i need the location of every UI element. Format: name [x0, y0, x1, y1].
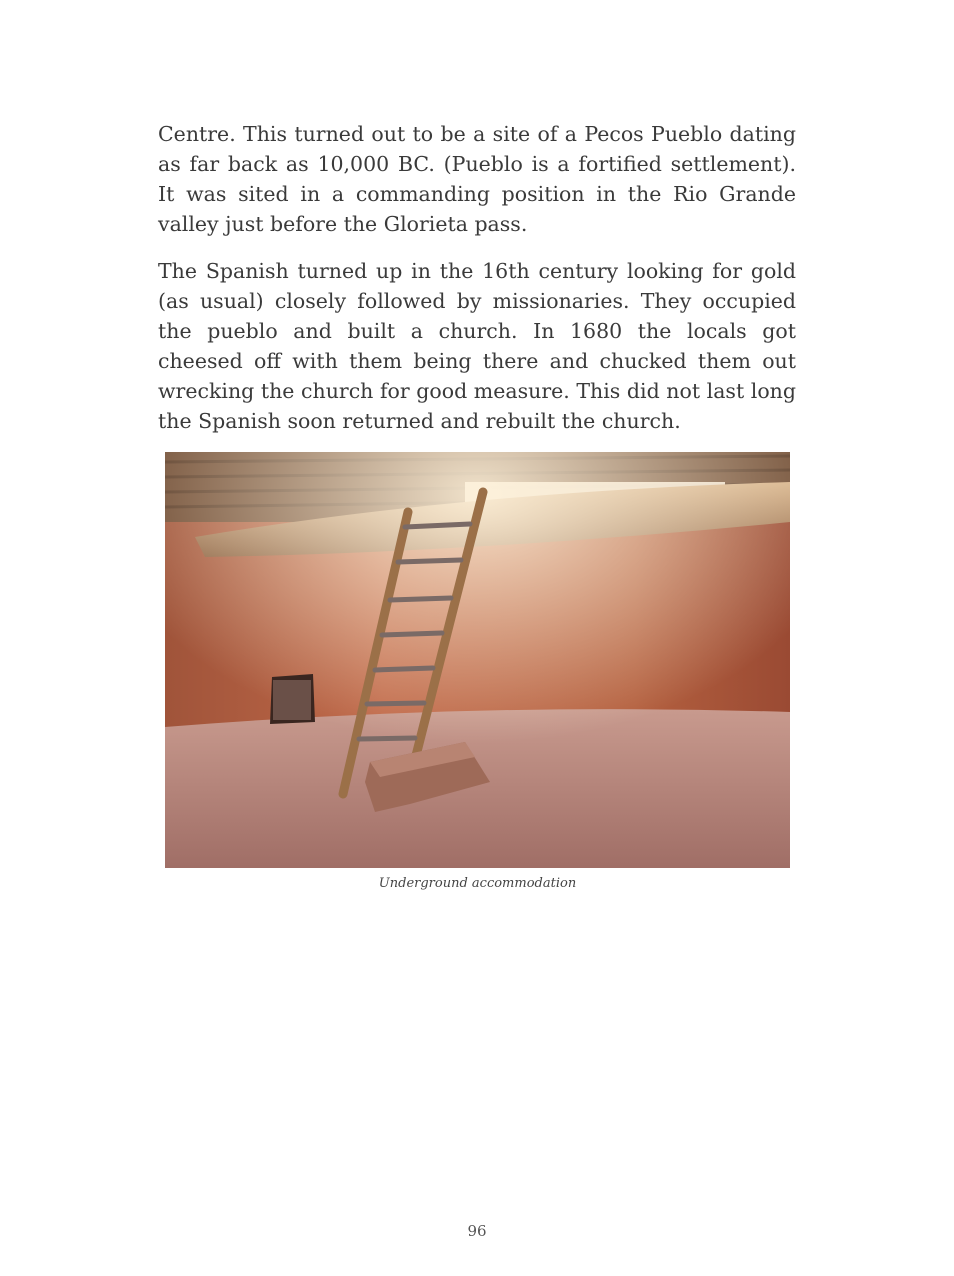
figure-caption: Underground accommodation: [378, 876, 577, 891]
body-paragraph: The Spanish turned up in the 16th century looking for gold (as usual) closely followed by missionaries. They occupied the pueblo and built a church. In 1680 the locals got cheesed off with them being there and chucked them out wrecking the church for good measure. This did not last long the Spanish soon returned and rebuilt the church.: [158, 259, 796, 433]
kiva-photo: [165, 452, 790, 868]
page-number: 96: [467, 1222, 487, 1240]
body-paragraph: Centre. This turned out to be a site of a Pecos Pueblo dating as far back as 10,000 BC. (Pueblo is a fortified settlement). It was sited in a commanding position in the Rio Grande valley just before the Glorieta pass.: [158, 122, 796, 236]
